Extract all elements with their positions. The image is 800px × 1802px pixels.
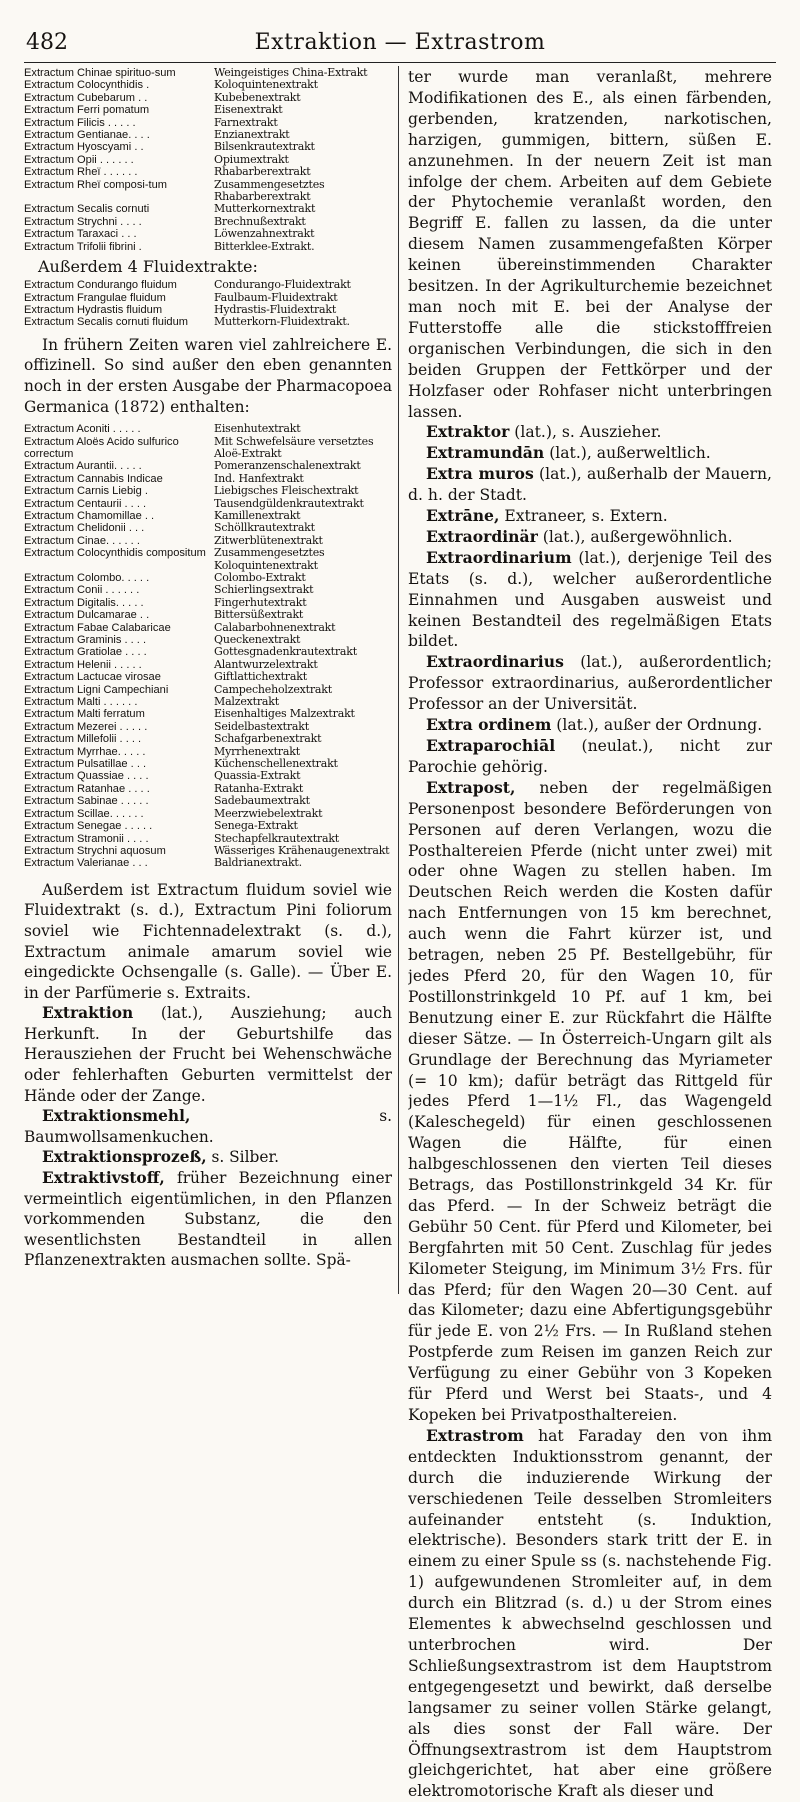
- list-item: [24, 92, 392, 104]
- list-item: [24, 292, 392, 304]
- german-name: Colombo-Extrakt: [214, 570, 306, 584]
- list-item: [24, 684, 392, 696]
- list-item: [24, 572, 392, 584]
- latin-name: Extractum Digitalis. . . . .: [24, 596, 144, 609]
- list-item: [24, 241, 392, 253]
- list-item: [24, 547, 392, 572]
- german-name: Koloquintenextrakt: [214, 78, 318, 92]
- latin-name: Extractum Pulsatillae . . .: [24, 758, 147, 771]
- entry-head: Extraktivstoff,: [42, 1169, 165, 1188]
- german-name: Rhabarberextrakt: [214, 165, 311, 179]
- german-name: Mutterkorn-Fluidextrakt.: [214, 315, 350, 329]
- list-item: [24, 104, 392, 116]
- entry-head: Extraktionsprozeß,: [42, 1148, 207, 1167]
- entry-head: Extraktor: [426, 422, 510, 442]
- list-item: [24, 141, 392, 153]
- latin-name: Extractum Mezerei . . . . .: [24, 720, 148, 733]
- extract-list-1: [24, 67, 392, 253]
- latin-name: Extractum Filicis . . . . .: [24, 116, 136, 129]
- latin-name: Extractum Dulcamarae . .: [24, 609, 150, 622]
- list-item: [24, 316, 392, 328]
- entry-head: Extraordinär: [426, 526, 538, 546]
- entry-head: Extra muros: [426, 464, 534, 484]
- right-column: [408, 67, 772, 1802]
- entry-extraktivstoff: [24, 1168, 392, 1271]
- entry-text: Extraneer, s. Extern.: [499, 507, 668, 526]
- latin-name: Extractum Ferri pomatum: [24, 104, 150, 117]
- list-item: [24, 216, 392, 228]
- latin-name: Extractum Colocynthidis .: [24, 79, 150, 92]
- german-name: Liebigsches Fleischextrakt: [214, 484, 359, 498]
- latin-name: Extractum Chinae spirituo-sum: [24, 67, 176, 79]
- list-item: [24, 646, 392, 658]
- german-name: Calabarbohnenextrakt: [214, 620, 336, 634]
- running-head: Extraktion — Extrastrom: [254, 30, 546, 55]
- list-item: [24, 423, 392, 435]
- latin-name: Extractum Frangulae fluidum: [24, 291, 166, 304]
- latin-name: Extractum Strychni aquosum: [24, 844, 166, 857]
- latin-name: Extractum Hyoscyami . .: [24, 141, 144, 154]
- latin-name: Extractum Condurango fluidum: [24, 279, 177, 292]
- german-name: Ind. Hanfextrakt: [214, 471, 304, 485]
- latin-name: Extractum Gratiolae . . . .: [24, 646, 147, 659]
- latin-name: Extractum Aloës Acido sulfurico correctum: [24, 435, 179, 460]
- german-name: Bilsenkrautextrakt: [214, 140, 315, 154]
- latin-name: Extractum Centaurii . . . .: [24, 497, 147, 510]
- entry-head: Extraordinarius: [426, 652, 564, 672]
- list-item: [24, 522, 392, 534]
- latin-name: Extractum Colombo. . . . .: [24, 571, 150, 584]
- entry-extra-ordinem: [408, 715, 772, 736]
- paragraph-continued: ter wurde man veranlaßt, mehrere Modifikationen des E., als einen färbenden, gerbenden, kratzenden, narkotischen, harzigen, gummigen, bittern, süßen E. anzunehmen. In der neuern Zeit ist man infolge der chem. Arbeiten auf dem Gebiete der Phytochemie veranlaßt worden, den Begriff E. fallen zu lassen, da die unter diesem Namen zusammengefaßten Körper keinen übereinstimmenden Charakter besitzen. In der Agrikulturchemie bezeichnet man noch mit E. bei der Analyse der Futterstoffe alle die stickstofffreien organischen Verbindungen, die sich in den beiden Gruppen der Fettkörper und der Holzfaser oder Rohfaser nicht unterbringen lassen.: [408, 68, 772, 421]
- german-name: Hydrastis-Fluidextrakt: [214, 302, 337, 316]
- list-item: [24, 845, 392, 857]
- german-name: Gottesgnadenkrautextrakt: [214, 645, 357, 659]
- list-item: [24, 721, 392, 733]
- entry-text: (neulat.), nicht zur Parochie gehörig.: [408, 737, 772, 776]
- entry-extraktionsmehl: [24, 1106, 392, 1147]
- latin-name: Extractum Conii . . . . . .: [24, 584, 140, 597]
- list-item: [24, 535, 392, 547]
- latin-name: Extractum Cinae. . . . . .: [24, 534, 140, 547]
- latin-name: Extractum Stramonii . . . .: [24, 832, 149, 845]
- list-item: [24, 808, 392, 820]
- list-item: [24, 584, 392, 596]
- latin-name: Extractum Carnis Liebig .: [24, 485, 148, 498]
- latin-name: Extractum Quassiae . . . .: [24, 770, 149, 783]
- german-name: Meerzwiebelextrakt: [214, 806, 323, 820]
- entry-text: s. Baumwollsamenkuchen.: [24, 1107, 392, 1146]
- entry-extraktionsprozess: [24, 1147, 392, 1168]
- extract-list-2: [24, 279, 392, 329]
- german-name: Weingeistiges China-Extrakt: [214, 67, 368, 79]
- list-item: [24, 783, 392, 795]
- german-name: Pomeranzenschalenextrakt: [214, 459, 361, 473]
- entry-head: Extra ordinem: [426, 715, 552, 735]
- entry-extrastrom: [408, 1426, 772, 1802]
- german-name: Fingerhutextrakt: [214, 595, 307, 609]
- list-item: [24, 671, 392, 683]
- latin-name: Extractum Cubebarum . .: [24, 91, 148, 104]
- german-name: Schierlingsextrakt: [214, 583, 314, 597]
- list-item: [24, 154, 392, 166]
- latin-name: Extractum Gentianae. . . .: [24, 129, 150, 142]
- german-name: Zusammengesetztes Rhabarberextrakt: [214, 177, 325, 204]
- list-item: [24, 279, 392, 291]
- latin-name: Extractum Helenii . . . . .: [24, 658, 142, 671]
- list-item: [24, 733, 392, 745]
- german-name: Malzextrakt: [214, 695, 279, 709]
- list-item: [24, 166, 392, 178]
- latin-name: Extractum Hydrastis fluidum: [24, 303, 163, 316]
- latin-name: Extractum Sabinae . . . . .: [24, 795, 149, 808]
- latin-name: Extractum Valerianae . . .: [24, 857, 148, 870]
- german-name: Sadebaumextrakt: [214, 794, 310, 808]
- latin-name: Extractum Secalis cornuti: [24, 203, 150, 216]
- entry-text: (lat.), außerordentlich; Professor extraordinarius, außerordentlicher Professor an der Universität.: [408, 653, 772, 714]
- latin-name: Extractum Chelidonii . . .: [24, 522, 145, 535]
- entry-text: (lat.), s. Auszieher.: [509, 423, 662, 442]
- list-item: [24, 510, 392, 522]
- german-name: Kamillenextrakt: [214, 508, 301, 522]
- header-rule: [24, 62, 776, 63]
- latin-name: Extractum Colocynthidis compositum: [24, 547, 206, 560]
- entry-text: hat Faraday den von ihm entdeckten Induktionsstrom genannt, der durch die induzierende Wirkung der verschiedenen Teile desselben Stromleiters aufeinander entsteht (s. Induktion, elektrische). Besonders stark tritt der E. in einem zu einer Spule ss (s. nachstehende Fig. 1) aufgewundenen Stromleiter auf, in dem durch ein Blitzrad (s. d.) u der Strom eines Elementes k abwechselnd geschlossen und unterbrochen wird. Der Schließungsextrastrom ist dem Hauptstrom entgegengesetzt und bewirkt, daß derselbe langsamer zu seiner vollen Stärke gelangt, als dies sonst der Fall wäre. Der Öffnungsextrastrom ist dem Hauptstrom gleichgerichtet, hat aber eine größere elektromotorische Kraft als dieser und: [408, 1426, 772, 1801]
- german-name: Stechapfelkrautextrakt: [214, 831, 340, 845]
- entry-head: Extraparochiāl: [426, 736, 556, 755]
- entry-extra-muros: [408, 464, 772, 506]
- latin-name: Extractum Trifolii fibrini .: [24, 240, 142, 253]
- latin-name: Extractum Senegae . . . . .: [24, 820, 153, 833]
- entry-head: Extraktion: [42, 1004, 134, 1023]
- list-item: [24, 622, 392, 634]
- list-item: [24, 758, 392, 770]
- entry-head: Extrastrom: [426, 1425, 524, 1445]
- german-name: Ratanha-Extrakt: [214, 781, 304, 795]
- latin-name: Extractum Millefolii . . . .: [24, 733, 142, 746]
- list-item: [24, 597, 392, 609]
- german-name: Eisenhaltiges Malzextrakt: [214, 707, 355, 721]
- german-name: Eisenextrakt: [214, 103, 283, 117]
- german-name: Queckenextrakt: [214, 633, 301, 646]
- german-name: Zitwerblütenextrakt: [214, 533, 323, 547]
- german-name: Alantwurzelextrakt: [214, 657, 318, 671]
- page-header: [0, 26, 800, 56]
- german-name: Tausendgüldenkrautextrakt: [214, 496, 364, 510]
- latin-name: Extractum Aconiti . . . . .: [24, 423, 141, 436]
- german-name: Mit Schwefelsäure versetztes Aloë-Extrakt: [214, 434, 374, 460]
- entry-text: (lat.), derjenige Teil des Etats (s. d.), welcher außerordentliche Einnahmen und Ausgaben ausweist und keinen Bestandteil des regelmäßigen Etats bildet.: [408, 548, 772, 651]
- german-name: Küchenschellenextrakt: [214, 757, 338, 771]
- german-name: Baldrianextrakt.: [214, 856, 302, 870]
- list-item: [24, 498, 392, 510]
- entry-head: Extrapost,: [426, 777, 516, 797]
- list-item: [24, 795, 392, 807]
- entry-head: Extraktionsmehl,: [42, 1107, 191, 1126]
- latin-name: Extractum Strychni . . . .: [24, 215, 142, 228]
- list-item: [24, 203, 392, 215]
- list-item: [24, 436, 392, 461]
- list-item: [24, 708, 392, 720]
- list-item: [24, 79, 392, 91]
- german-name: Giftlattichextrakt: [214, 670, 307, 684]
- german-name: Schöllkrautextrakt: [214, 521, 315, 535]
- section-heading-fluid: Außerdem 4 Fluidextrakte:: [38, 257, 258, 277]
- entry-text: (lat.), außerweltlich.: [544, 444, 711, 463]
- german-name: Eisenhutextrakt: [214, 422, 301, 436]
- german-name: Faulbaum-Fluidextrakt: [214, 290, 338, 304]
- german-name: Zusammengesetztes Koloquintenextrakt: [214, 546, 325, 572]
- entry-text: früher Bezeichnung einer vermeintlich eigentümlichen, in den Pflanzen vorkommenden Substanz, die den wesentlichsten Bestandteil in allen Pflanzenextrakten ausmachen sollte. Spä-: [24, 1169, 392, 1270]
- entry-extraktion: [24, 1003, 392, 1106]
- german-name: Mutterkornextrakt: [214, 202, 316, 216]
- entry-text: neben der regelmäßigen Personenpost besondere Beförderungen von Personen auf deren Verlangen, wozu die Posthaltereien Pferde (nicht unter zwei) mit oder ohne Wagen zu stellen haben. Im Deutschen Reich werden die Kosten dafür nach Entfernungen von 15 km berechnet, auch wenn die Fahrt kürzer ist, und betragen, neben 25 Pf. Bestellgebühr, für jedes Pferd 20, für den Wagen 10, für Postillonstrinkgeld 10 Pf. auf 1 km, bei Benutzung einer E. zur Rückfahrt die Hälfte dieser Sätze. — In Österreich-Ungarn gilt als Grundlage der Berechnung das Myriameter (= 10 km); dafür beträgt das Rittgeld für jedes Pferd 1—1½ Fl., das Wagengeld (Kaleschegeld) für einen geschlossenen Wagen die Hälfte, für einen halbgeschlossenen den vierten Teil dieses Betrags, das Postillonstrinkgeld 34 Kr. für das Pferd. — In der Schweiz beträgt die Gebühr 50 Cent. für Pferd und Kilometer, bei Bergfahrten mit 50 Cent. Zuschlag für jedes Kilometer Steigung, im Minimum 3½ Frs. für das Pferd; für den Wagen 20—30 Cent. auf das Kilometer; dazu eine Abfertigungsgebühr für jede E. von 2½ Frs. — In Rußland stehen Postpferde zum Reisen im ganzen Reich zur Verfügung zu einer Gebühr von 3 Kopeken für Pferd und Werst bei Staats-, und 4 Kopeken bei Privatposthaltereien.: [408, 778, 772, 1424]
- entry-extraordinaer: [408, 527, 772, 548]
- latin-name: Extractum Chamomillae . .: [24, 509, 155, 522]
- latin-name: Extractum Fabae Calabaricae: [24, 621, 171, 634]
- latin-name: Extractum Secalis cornuti fluidum: [24, 316, 189, 329]
- latin-name: Extractum Graminis . . . .: [24, 634, 147, 646]
- entry-text: (lat.), außerhalb der Mauern, d. h. der Stadt.: [408, 465, 772, 505]
- list-item: [24, 179, 392, 204]
- list-item: [24, 609, 392, 621]
- entry-text: s. Silber.: [206, 1148, 280, 1167]
- entry-head: Extramundān: [426, 443, 545, 463]
- german-name: Wässeriges Krähenaugenextrakt: [214, 843, 390, 857]
- page-number: 482: [26, 30, 68, 55]
- entry-extraordinarius: [408, 652, 772, 715]
- german-name: Farnextrakt: [214, 115, 278, 129]
- list-item: [24, 117, 392, 129]
- latin-name: Extractum Ratanhae . . . .: [24, 782, 150, 795]
- latin-name: Extractum Rheï . . . . . .: [24, 166, 138, 179]
- latin-name: Extractum Malti . . . . . .: [24, 696, 138, 709]
- german-name: Kubebenextrakt: [214, 90, 301, 104]
- german-name: Enzianextrakt: [214, 128, 290, 142]
- german-name: Bitterklee-Extrakt.: [214, 239, 315, 253]
- entry-extraparochial: [408, 736, 772, 778]
- column-divider: [398, 66, 399, 1294]
- latin-name: Extractum Scillae. . . . . .: [24, 807, 144, 820]
- german-name: Bittersüßextrakt: [214, 608, 304, 622]
- list-item: [24, 857, 392, 869]
- latin-name: Extractum Lactucae virosae: [24, 671, 161, 684]
- latin-name: Extractum Rheï composi-tum: [24, 178, 168, 191]
- list-item: [24, 67, 392, 79]
- german-name: Brechnußextrakt: [214, 214, 306, 228]
- entry-extrapost: [408, 778, 772, 1426]
- entry-extramundan: [408, 443, 772, 464]
- latin-name: Extractum Opii . . . . . .: [24, 153, 134, 166]
- latin-name: Extractum Aurantii. . . . .: [24, 460, 142, 473]
- extract-list-3: [24, 423, 392, 870]
- german-name: Campecheholzextrakt: [214, 682, 332, 696]
- list-item: [24, 129, 392, 141]
- latin-name: Extractum Ligni Campechiani: [24, 683, 169, 696]
- entry-head: Extraordinarium: [426, 547, 572, 567]
- list-item: [24, 485, 392, 497]
- latin-name: Extractum Malti ferratum: [24, 708, 145, 721]
- entry-head: Extrāne,: [426, 506, 500, 526]
- list-item: [24, 460, 392, 472]
- entry-extraktor: [408, 422, 772, 443]
- list-item: [24, 228, 392, 240]
- latin-name: Extractum Taraxaci . . .: [24, 228, 137, 241]
- entry-extrane: [408, 506, 772, 527]
- paragraph-additional: Außerdem ist Extractum fluidum soviel wie Fluidextrakt (s. d.), Extractum Pini foliorum soviel wie Fichtennadelextrakt (s. d.), Extractum animale amarum soviel wie eingedickte Ochsengalle (s. Galle). — Über E. in der Parfümerie s. Extraits.: [24, 880, 392, 1002]
- german-name: Seidelbastextrakt: [214, 719, 309, 733]
- german-name: Löwenzahnextrakt: [214, 227, 315, 241]
- german-name: Condurango-Fluidextrakt: [214, 278, 351, 292]
- list-item: [24, 659, 392, 671]
- german-name: Quassia-Extrakt: [214, 769, 301, 783]
- german-name: Opiumextrakt: [214, 152, 289, 166]
- latin-name: Extractum Cannabis Indicae: [24, 472, 163, 485]
- list-item: [24, 770, 392, 782]
- german-name: Myrrhenextrakt: [214, 744, 300, 758]
- list-item: [24, 820, 392, 832]
- entry-extraordinarium: [408, 548, 772, 653]
- entry-text: (lat.), außer der Ordnung.: [551, 716, 763, 735]
- left-column: [24, 67, 392, 1271]
- latin-name: Extractum Myrrhae. . . . .: [24, 745, 146, 758]
- entry-text: (lat.), außergewöhnlich.: [537, 527, 733, 546]
- german-name: Schafgarbenextrakt: [214, 732, 322, 746]
- german-name: Senega-Extrakt: [214, 819, 298, 833]
- paragraph-earlier-times: In frühern Zeiten waren viel zahlreichere E. offizinell. So sind außer den eben genannten noch in der ersten Ausgabe der Pharmacopoea Germanica (1872) enthalten:: [24, 335, 392, 416]
- entry-text: (lat.), Ausziehung; auch Herkunft. In der Geburtshilfe das Herausziehen der Frucht bei Wehenschwäche oder fehlerhaften Geburten vermittelst der Hände oder der Zange.: [24, 1004, 392, 1105]
